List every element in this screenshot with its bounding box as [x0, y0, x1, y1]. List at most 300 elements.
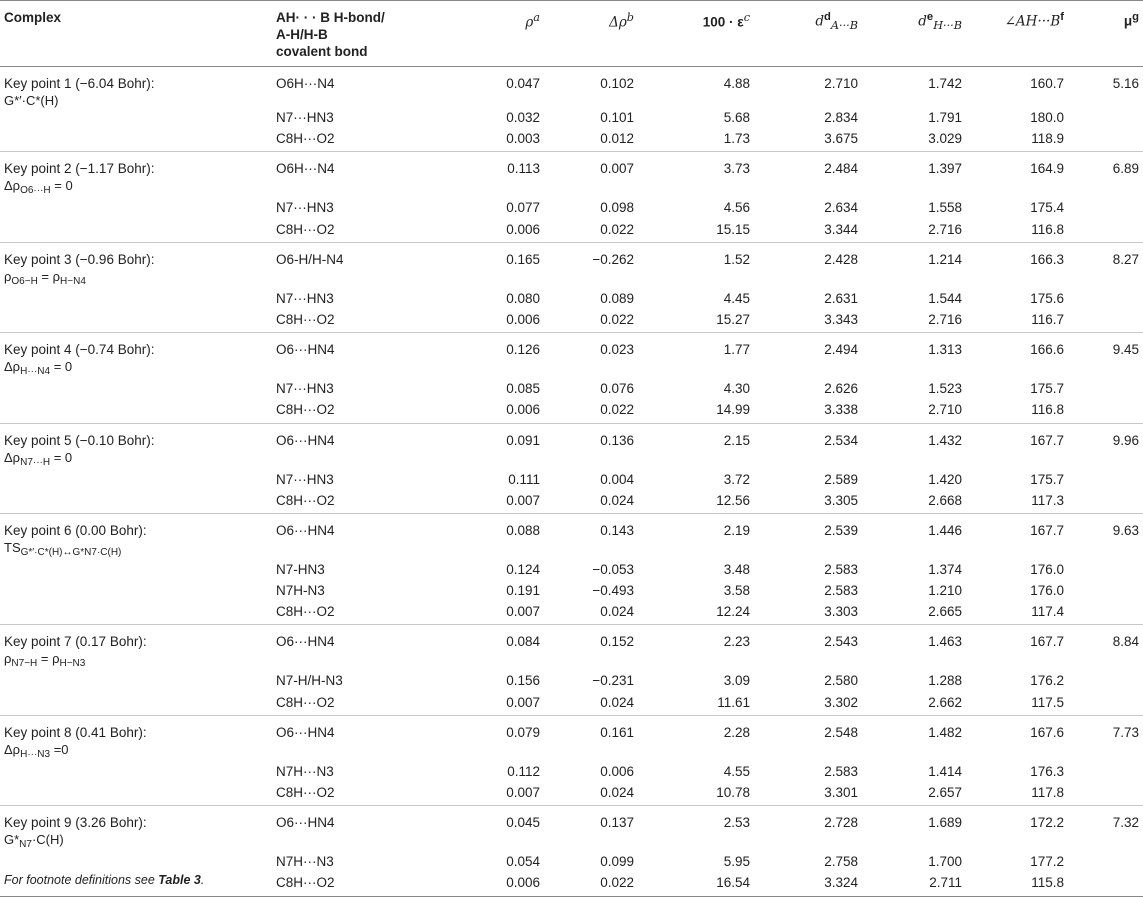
mu-cell: 9.63: [1112, 522, 1139, 538]
rho-cell: 0.112: [507, 763, 540, 779]
epsilon-cell: 2.28: [723, 724, 750, 740]
rho-cell: 0.045: [506, 815, 540, 831]
epsilon-cell: 2.53: [723, 815, 750, 831]
header-bond: [272, 1, 440, 67]
delta-rho-cell: 0.099: [600, 854, 634, 870]
key-point-group: [0, 67, 1143, 152]
d-hb-cell: 1.214: [928, 251, 962, 267]
angle-cell: 117.4: [1031, 604, 1064, 620]
rho-cell: 0.080: [506, 290, 540, 306]
mu-cell: 8.27: [1112, 251, 1139, 267]
rho-cell: 0.077: [506, 200, 540, 216]
rho-cell: 0.007: [506, 492, 540, 508]
complex-cell: [0, 380, 272, 401]
d-hb-cell: 1.523: [928, 381, 962, 397]
d-ab-cell: 2.710: [824, 76, 858, 91]
mu-cell: [1068, 130, 1143, 152]
delta-rho-cell: 0.076: [600, 381, 634, 397]
table-footnote: [4, 873, 204, 887]
table-row: [0, 109, 1143, 130]
header-angle: $\angle AH\cdot\cdot\cdot B^f$: [1004, 11, 1064, 30]
d-ab-cell: 2.543: [824, 634, 858, 650]
complex-cell: [0, 109, 272, 130]
delta-rho-cell: 0.089: [600, 290, 634, 306]
d-hb-cell: 2.657: [928, 785, 962, 800]
d-ab-cell: 3.324: [824, 875, 858, 891]
bond-cell: C8H···O2: [276, 131, 335, 147]
complex-cell: [0, 784, 272, 806]
delta-rho-cell: 0.152: [600, 634, 634, 650]
bond-cell: O6···HN4: [276, 815, 335, 831]
table-row: [0, 513, 1143, 561]
delta-rho-cell: −0.231: [592, 673, 634, 689]
mu-cell: 5.16: [1112, 76, 1139, 91]
angle-cell: 176.0: [1030, 583, 1064, 599]
angle-cell: 117.3: [1031, 492, 1064, 508]
angle-cell: 177.2: [1030, 854, 1064, 870]
d-hb-cell: 1.463: [928, 634, 962, 650]
bond-cell: N7···HN3: [276, 471, 334, 487]
key-point-condition: $G*_{N7}\cdot C(H)$: [4, 832, 64, 851]
header-bond-line2: A-H/H-B: [276, 27, 328, 42]
footnote-text: For footnote definitions see: [4, 873, 159, 887]
d-ab-cell: 3.303: [824, 604, 858, 620]
key-point-group: [0, 423, 1143, 513]
delta-rho-cell: 0.024: [600, 785, 634, 800]
key-point-condition: $\rho_{N7-H} = \rho_{H-N3}$: [4, 651, 86, 670]
d-hb-cell: 1.414: [928, 763, 962, 779]
mu-cell: 9.45: [1112, 342, 1139, 358]
angle-cell: 116.8: [1031, 221, 1064, 237]
d-hb-cell: 1.558: [928, 200, 962, 216]
delta-rho-cell: 0.006: [600, 763, 634, 779]
d-hb-cell: 2.668: [928, 492, 962, 508]
angle-cell: 118.9: [1031, 131, 1064, 147]
mu-cell: 9.96: [1112, 432, 1139, 448]
key-point-title: Key point 3 (−0.96 Bohr):: [4, 251, 155, 267]
epsilon-cell: 4.55: [723, 763, 750, 779]
mu-cell: [1068, 471, 1143, 492]
d-hb-cell: 1.446: [928, 522, 962, 538]
delta-rho-cell: 0.004: [600, 471, 634, 487]
complex-cell: [0, 152, 272, 200]
delta-rho-cell: 0.024: [600, 492, 634, 508]
angle-cell: 176.0: [1030, 561, 1064, 577]
rho-cell: 0.006: [506, 875, 540, 891]
delta-rho-cell: 0.012: [600, 131, 634, 147]
rho-cell: 0.088: [506, 522, 540, 538]
d-ab-cell: 3.675: [824, 131, 858, 147]
mu-cell: [1068, 290, 1143, 311]
d-ab-cell: 3.305: [824, 492, 858, 508]
mu-cell: [1068, 109, 1143, 130]
key-point-condition: $\Delta\rho_{O6\cdot\cdot\cdot H} = 0$: [4, 178, 73, 197]
epsilon-cell: 16.54: [716, 875, 750, 891]
d-ab-cell: 2.583: [824, 583, 858, 599]
d-hb-cell: 1.420: [928, 471, 962, 487]
rho-cell: 0.113: [507, 161, 540, 177]
header-complex: Complex: [4, 10, 62, 25]
table-row: [0, 130, 1143, 152]
key-point-group: [0, 242, 1143, 332]
key-point-condition: $TS_{G*'\cdot C*(H)\leftrightarrow G*N7\cdot C(H)}$: [4, 539, 122, 558]
rho-cell: 0.111: [508, 471, 540, 487]
delta-rho-cell: 0.023: [600, 342, 634, 358]
epsilon-cell: 14.99: [716, 402, 750, 418]
rho-cell: 0.006: [506, 221, 540, 237]
d-ab-cell: 3.302: [824, 694, 858, 710]
angle-cell: 166.6: [1030, 342, 1064, 358]
angle-cell: 115.8: [1031, 875, 1064, 891]
delta-rho-cell: −0.053: [592, 561, 634, 577]
complex-cell: [0, 333, 272, 381]
mu-cell: [1068, 380, 1143, 401]
bond-cell: N7H-N3: [276, 583, 325, 599]
complex-cell: [0, 401, 272, 423]
d-ab-cell: 2.583: [824, 763, 858, 779]
bond-cell: N7-HN3: [276, 561, 325, 577]
delta-rho-cell: 0.024: [600, 694, 634, 710]
table-row: [0, 67, 1143, 110]
header-epsilon: $100 \cdot \varepsilon^c$: [702, 11, 750, 30]
key-point-condition: $\Delta\rho_{H\cdot\cdot\cdot N3} =0$: [4, 741, 69, 760]
angle-cell: 175.6: [1030, 290, 1064, 306]
d-ab-cell: 2.834: [824, 110, 858, 125]
header-rho: $\rho^a$: [525, 11, 540, 31]
epsilon-cell: 2.15: [723, 432, 750, 448]
key-point-title: Key point 2 (−1.17 Bohr):: [4, 161, 155, 177]
angle-cell: 176.2: [1030, 673, 1064, 689]
table-header: [0, 1, 1143, 67]
epsilon-cell: 3.48: [723, 561, 750, 577]
header-delta-rho: $\Delta\rho^b$: [609, 11, 634, 31]
key-point-title: Key point 4 (−0.74 Bohr):: [4, 342, 155, 358]
delta-rho-cell: 0.022: [600, 402, 634, 418]
d-hb-cell: 1.482: [928, 724, 962, 740]
mu-cell: [1068, 492, 1143, 514]
bond-cell: C8H···O2: [276, 694, 335, 710]
angle-cell: 164.9: [1030, 161, 1064, 177]
bond-cell: N7···HN3: [276, 381, 334, 397]
complex-cell: [0, 199, 272, 220]
key-point-title: Key point 5 (−0.10 Bohr):: [4, 432, 155, 448]
rho-cell: 0.007: [506, 694, 540, 710]
header-mu: $\mu^g$: [1123, 11, 1139, 29]
bond-cell: C8H···O2: [276, 785, 335, 800]
table-row: [0, 625, 1143, 673]
angle-cell: 175.7: [1030, 381, 1064, 397]
d-ab-cell: 2.548: [824, 724, 858, 740]
mu-cell: 8.84: [1112, 634, 1139, 650]
complex-cell: [0, 513, 272, 561]
table-row: [0, 471, 1143, 492]
d-ab-cell: 3.338: [824, 402, 858, 418]
rho-cell: 0.085: [506, 381, 540, 397]
rho-cell: 0.191: [506, 583, 540, 599]
table-row: [0, 199, 1143, 220]
complex-cell: [0, 290, 272, 311]
d-ab-cell: 3.344: [824, 221, 858, 237]
delta-rho-cell: 0.022: [600, 875, 634, 891]
epsilon-cell: 15.15: [716, 221, 750, 237]
epsilon-cell: 4.30: [723, 381, 750, 397]
delta-rho-cell: 0.102: [600, 76, 634, 91]
complex-cell: [0, 715, 272, 763]
d-hb-cell: 1.700: [928, 854, 962, 870]
table-row: [0, 333, 1143, 381]
complex-cell: [0, 603, 272, 625]
mu-cell: [1068, 199, 1143, 220]
table-row: [0, 423, 1143, 471]
mu-cell: 7.73: [1112, 724, 1139, 740]
header-bond-line1: AH· · · B H-bond/: [276, 10, 385, 25]
complex-cell: [0, 311, 272, 333]
epsilon-cell: 3.72: [723, 471, 750, 487]
d-hb-cell: 1.791: [928, 110, 962, 125]
angle-cell: 175.4: [1030, 200, 1064, 216]
complex-cell: [0, 471, 272, 492]
epsilon-cell: 12.56: [716, 492, 750, 508]
table-row: [0, 401, 1143, 423]
d-hb-cell: 1.288: [928, 673, 962, 689]
angle-cell: 167.6: [1030, 724, 1064, 740]
bond-cell: O6···HN4: [276, 522, 335, 538]
d-hb-cell: 2.716: [928, 311, 962, 327]
complex-cell: [0, 130, 272, 152]
complex-cell: [0, 423, 272, 471]
epsilon-cell: 11.61: [717, 694, 750, 710]
d-hb-cell: 2.662: [928, 694, 962, 710]
epsilon-cell: 10.78: [716, 785, 750, 800]
d-hb-cell: 2.716: [928, 221, 962, 237]
epsilon-cell: 2.23: [723, 634, 750, 650]
d-ab-cell: 2.758: [824, 854, 858, 870]
complex-cell: [0, 853, 272, 874]
delta-rho-cell: 0.098: [600, 200, 634, 216]
angle-cell: 167.7: [1030, 634, 1064, 650]
key-point-title: Key point 1 (−6.04 Bohr):: [4, 76, 155, 91]
delta-rho-cell: 0.022: [600, 221, 634, 237]
complex-cell: [0, 242, 272, 290]
bond-cell: O6···HN4: [276, 432, 335, 448]
epsilon-cell: 5.95: [723, 854, 750, 870]
rho-cell: 0.126: [506, 342, 540, 358]
d-hb-cell: 1.313: [928, 342, 962, 358]
rho-cell: 0.079: [506, 724, 540, 740]
footnote-table-ref: Table 3: [158, 873, 201, 887]
mu-cell: [1068, 853, 1143, 874]
d-ab-cell: 2.428: [824, 251, 858, 267]
epsilon-cell: 3.58: [723, 583, 750, 599]
delta-rho-cell: 0.137: [600, 815, 634, 831]
footnote-suffix: .: [200, 873, 205, 887]
mu-cell: [1068, 694, 1143, 716]
rho-cell: 0.006: [506, 402, 540, 418]
angle-cell: 167.7: [1030, 432, 1064, 448]
delta-rho-cell: 0.136: [600, 432, 634, 448]
table-row: [0, 152, 1143, 200]
table-row: [0, 242, 1143, 290]
complex-cell: [0, 763, 272, 784]
table-row: [0, 492, 1143, 514]
mu-cell: [1068, 311, 1143, 333]
angle-cell: 166.3: [1030, 251, 1064, 267]
bond-cell: N7H···N3: [276, 854, 334, 870]
table-row: [0, 380, 1143, 401]
rho-cell: 0.091: [506, 432, 540, 448]
d-hb-cell: 1.742: [928, 76, 962, 91]
d-ab-cell: 2.631: [824, 290, 858, 306]
key-point-condition: $\rho_{O6-H} = \rho_{H-N4}$: [4, 268, 86, 287]
epsilon-cell: 3.09: [723, 673, 750, 689]
rho-cell: 0.047: [506, 76, 540, 91]
mu-cell: [1068, 784, 1143, 806]
table-row: [0, 561, 1143, 582]
angle-cell: 117.8: [1031, 785, 1064, 800]
table-row: [0, 221, 1143, 243]
mu-cell: 6.89: [1112, 161, 1139, 177]
angle-cell: 116.8: [1031, 402, 1064, 418]
angle-cell: 180.0: [1030, 110, 1064, 125]
table-row: [0, 763, 1143, 784]
angle-cell: 176.3: [1030, 763, 1064, 779]
bond-cell: O6···HN4: [276, 724, 335, 740]
delta-rho-cell: 0.007: [600, 161, 634, 177]
delta-rho-cell: −0.262: [592, 251, 634, 267]
complex-cell: [0, 672, 272, 693]
d-ab-cell: 2.539: [824, 522, 858, 538]
complex-cell: [0, 492, 272, 514]
angle-cell: 117.5: [1031, 694, 1064, 710]
d-ab-cell: 2.534: [824, 432, 858, 448]
table-row: [0, 784, 1143, 806]
d-hb-cell: 1.544: [928, 290, 962, 306]
bond-cell: O6-H/H-N4: [276, 251, 344, 267]
mu-cell: [1068, 561, 1143, 582]
d-ab-cell: 2.626: [824, 381, 858, 397]
bond-cell: O6···HN4: [276, 634, 335, 650]
table-row: [0, 603, 1143, 625]
d-hb-cell: 1.210: [928, 583, 962, 599]
epsilon-cell: 1.77: [723, 342, 750, 358]
table-row: [0, 853, 1143, 874]
d-hb-cell: 2.710: [928, 402, 962, 418]
table-row: [0, 290, 1143, 311]
epsilon-cell: 1.52: [723, 251, 750, 267]
bond-cell: N7···HN3: [276, 290, 334, 306]
rho-cell: 0.084: [506, 634, 540, 650]
key-point-group: [0, 333, 1143, 423]
epsilon-cell: 4.88: [723, 76, 750, 91]
d-hb-cell: 1.374: [928, 561, 962, 577]
bond-cell: C8H···O2: [276, 875, 335, 891]
d-ab-cell: 2.494: [824, 342, 858, 358]
bond-cell: O6H···N4: [276, 161, 335, 177]
epsilon-cell: 12.24: [716, 604, 750, 620]
mu-cell: [1068, 763, 1143, 784]
angle-cell: 167.7: [1030, 522, 1064, 538]
d-ab-cell: 2.634: [824, 200, 858, 216]
complex-cell: [0, 625, 272, 673]
key-point-condition: $\Delta\rho_{N7\cdot\cdot\cdot H} = 0$: [4, 449, 73, 468]
d-hb-cell: 3.029: [928, 131, 962, 147]
d-ab-cell: 2.728: [824, 815, 858, 831]
key-point-condition: G*′·C*(H): [4, 93, 59, 108]
key-point-title: Key point 9 (3.26 Bohr):: [4, 815, 147, 831]
rho-cell: 0.165: [506, 251, 540, 267]
key-point-title: Key point 6 (0.00 Bohr):: [4, 522, 147, 538]
epsilon-cell: 4.45: [723, 290, 750, 306]
key-point-group: [0, 513, 1143, 625]
mu-cell: [1068, 603, 1143, 625]
delta-rho-cell: 0.022: [600, 311, 634, 327]
d-hb-cell: 1.689: [928, 815, 962, 831]
complex-cell: [0, 694, 272, 716]
table-row: [0, 672, 1143, 693]
rho-cell: 0.156: [506, 673, 540, 689]
d-ab-cell: 2.589: [824, 471, 858, 487]
rho-cell: 0.003: [506, 131, 540, 147]
bond-cell: N7···HN3: [276, 110, 334, 125]
delta-rho-cell: 0.143: [600, 522, 634, 538]
rho-cell: 0.124: [506, 561, 540, 577]
header-bond-line3: covalent bond: [276, 44, 368, 59]
header-d-ab: $d^d_{A\cdot\cdot\cdot B}$: [815, 11, 858, 33]
epsilon-cell: 3.73: [723, 161, 750, 177]
angle-cell: 160.7: [1030, 76, 1064, 91]
mu-cell: [1068, 672, 1143, 693]
delta-rho-cell: 0.161: [600, 724, 634, 740]
d-ab-cell: 2.583: [824, 561, 858, 577]
angle-cell: 175.7: [1030, 471, 1064, 487]
bond-cell: C8H···O2: [276, 311, 335, 327]
epsilon-cell: 2.19: [723, 522, 750, 538]
key-point-group: [0, 715, 1143, 805]
table-row: [0, 582, 1143, 603]
key-point-group: [0, 625, 1143, 715]
epsilon-cell: 15.27: [716, 311, 750, 327]
bond-cell: N7H···N3: [276, 763, 334, 779]
bond-cell: O6···HN4: [276, 342, 335, 358]
rho-cell: 0.007: [506, 785, 540, 800]
d-ab-cell: 3.343: [824, 311, 858, 327]
complex-cell: [0, 806, 272, 854]
mu-cell: [1068, 221, 1143, 243]
rho-cell: 0.054: [506, 854, 540, 870]
complex-cell: [0, 67, 272, 110]
d-ab-cell: 2.484: [824, 161, 858, 177]
d-ab-cell: 3.301: [824, 785, 858, 800]
bond-cell: C8H···O2: [276, 221, 335, 237]
header-d-hb: $d^e_{H\cdot\cdot\cdot B}$: [918, 11, 962, 33]
epsilon-cell: 1.73: [723, 131, 750, 147]
bond-cell: C8H···O2: [276, 604, 335, 620]
key-point-title: Key point 8 (0.41 Bohr):: [4, 724, 147, 740]
bond-cell: O6H···N4: [276, 76, 335, 91]
d-hb-cell: 1.432: [928, 432, 962, 448]
table-row: [0, 311, 1143, 333]
d-hb-cell: 2.711: [929, 875, 962, 891]
bond-cell: N7-H/H-N3: [276, 673, 343, 689]
bond-cell: N7···HN3: [276, 200, 334, 216]
bond-cell: C8H···O2: [276, 402, 335, 418]
epsilon-cell: 4.56: [723, 200, 750, 216]
key-point-group: [0, 152, 1143, 242]
epsilon-cell: 5.68: [723, 110, 750, 125]
mu-cell: [1068, 874, 1143, 896]
delta-rho-cell: −0.493: [592, 583, 634, 599]
complex-cell: [0, 561, 272, 582]
